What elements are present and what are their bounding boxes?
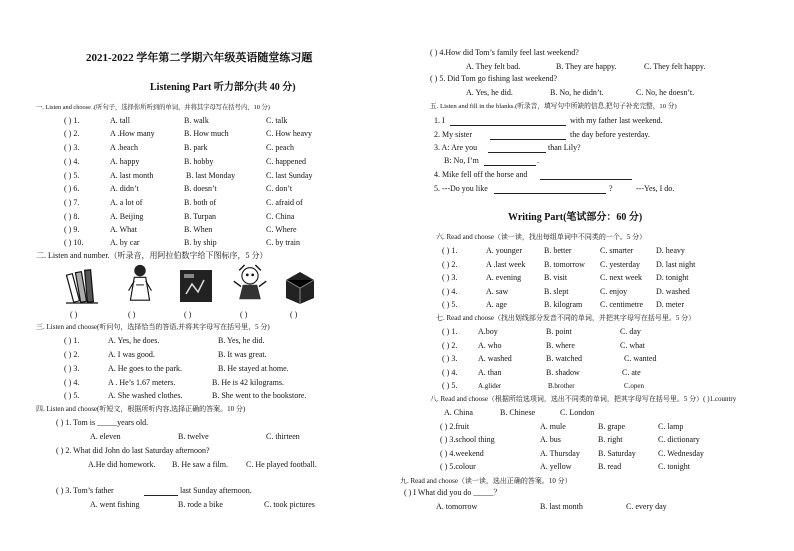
s8-opt-b: B. right	[598, 435, 623, 444]
s2-answer-blank[interactable]: ( )	[290, 310, 298, 319]
s4-question-5: ( ) 5. Did Tom go fishing last weekend?	[430, 74, 558, 83]
s5-blank-3[interactable]	[488, 143, 546, 153]
s3-opt-a: A. I was good.	[108, 350, 155, 359]
s3-opt-a: A. He goes to the park.	[108, 364, 182, 373]
s2-answer-blank[interactable]: ( )	[184, 310, 192, 319]
s8-opt-c: C. dictionary	[658, 435, 700, 444]
s1-opt-c: C. talk	[266, 116, 288, 125]
s4-q5-opt-b: B. No, he didn’t.	[550, 88, 604, 97]
s1-opt-b: B. park	[184, 143, 208, 152]
s7-opt-c: C. ate	[622, 368, 641, 377]
s6-opt-b: B. kilogram	[544, 300, 583, 309]
s9-question-1: ( ) I What did you do _____？	[404, 488, 502, 497]
s5-line-1: 1. I	[434, 116, 445, 125]
s5-line-3-end: than Lily?	[548, 143, 581, 152]
s8-q1-opt-b: B. Chinese	[500, 408, 536, 417]
box-picture	[282, 264, 318, 306]
s5-instruction: 五. Listen and fill in the blanks.(听录音，填写句中所缺的信息,把句子补充完整，10 分)	[430, 103, 677, 110]
s1-bracket[interactable]: ( ) 4.	[64, 157, 80, 166]
s3-opt-a: A. Yes, he does.	[108, 336, 160, 345]
s1-opt-a: A. by car	[110, 238, 140, 247]
s9-instruction: 九. Read and choose（读一读，选出正确的答案。10 分）	[400, 477, 572, 485]
s1-opt-b: B. How much	[184, 129, 229, 138]
s7-opt-b: B. shadow	[546, 368, 580, 377]
s4-question-3-end: last Sunday afternoon.	[180, 486, 252, 495]
s3-opt-b: B. Yes, he did.	[218, 336, 265, 345]
s6-opt-b: B. visit	[544, 273, 568, 282]
s1-opt-c: C. by train	[266, 238, 300, 247]
s7-opt-b: B. point	[546, 327, 572, 336]
s6-opt-b: B. better	[544, 246, 572, 255]
s2-answer-blank[interactable]: ( )	[70, 310, 78, 319]
s1-opt-b: B. last Monday	[186, 171, 236, 180]
s6-opt-c: C. smarter	[600, 246, 634, 255]
s8-opt-a: A. mule	[540, 422, 566, 431]
s4-q2-opt-b: B. He saw a film.	[172, 460, 228, 469]
s4-q4-opt-a: A. They felt bad.	[466, 62, 521, 71]
s1-opt-a: A .beach	[110, 143, 138, 152]
s7-opt-a: A.boy	[478, 327, 498, 336]
s6-opt-a: A. younger	[486, 246, 522, 255]
s7-instruction: 七. Read and choose（找出划线部分发音不同的单词，并把其字母写在括号里。5 分）	[436, 314, 696, 322]
s8-opt-a: A. bus	[540, 435, 561, 444]
s5-blank-2[interactable]	[490, 130, 566, 140]
s1-opt-c: C. peach	[266, 143, 294, 152]
s7-opt-b: B.brother	[548, 382, 575, 390]
s5-line-5: 5. ---Do you like	[434, 184, 488, 193]
s6-opt-d: D. last night	[656, 260, 696, 269]
s4-q5-opt-a: A. Yes, he did.	[466, 88, 513, 97]
s1-bracket[interactable]: ( ) 3.	[64, 143, 80, 152]
s6-opt-d: D. washed	[656, 287, 690, 296]
s3-bracket[interactable]: ( ) 4.	[64, 378, 80, 387]
s7-bracket[interactable]: ( ) 3.	[442, 354, 458, 363]
s7-opt-c: C.open	[624, 382, 645, 390]
s4-q1-opt-a: A. eleven	[90, 432, 121, 441]
s1-opt-a: A. tall	[110, 116, 130, 125]
s1-opt-c: C. don’t	[266, 184, 293, 193]
s8-opt-a: A. yellow	[540, 462, 572, 471]
s3-instruction: 三. Listen and choose(听问句，选择恰当的答语,并将其字母写在括号里，5 分)	[36, 323, 270, 331]
s1-opt-c: C. happened	[266, 157, 306, 166]
s5-line-3b-end: .	[537, 156, 539, 165]
s8-opt-c: C. Wednesday	[658, 449, 704, 458]
s2-answer-blank[interactable]: ( )	[128, 310, 136, 319]
s5-blank-4[interactable]	[484, 156, 536, 166]
s1-instruction: 一. Listen and choose .(听句子，选择你所听到的单词，并将其字母写在括号内，10 分)	[36, 104, 270, 111]
s5-line-1-end: with my father last weekend.	[570, 116, 663, 125]
s4-q3-opt-c: C. took pictures	[264, 500, 315, 509]
s8-opt-b: B. grape	[598, 422, 626, 431]
s6-bracket[interactable]: ( ) 1.	[442, 246, 458, 255]
s1-opt-c: C. afraid of	[266, 198, 303, 207]
s3-opt-a: A. She washed clothes.	[108, 391, 183, 400]
s1-bracket[interactable]: ( ) 1.	[64, 116, 80, 125]
s6-bracket[interactable]: ( ) 4.	[442, 287, 458, 296]
s3-opt-a: A . He’s 1.67 meters.	[108, 378, 176, 387]
s4-q3-blank[interactable]	[144, 486, 178, 496]
s1-opt-b: B. Turpan	[184, 212, 217, 221]
s1-opt-a: A. Beijing	[110, 212, 144, 221]
s8-opt-b: B. Saturday	[598, 449, 636, 458]
s8-opt-c: C. lamp	[658, 422, 684, 431]
s1-opt-b: B. both of	[184, 198, 217, 207]
s1-opt-a: A. didn’t	[110, 184, 139, 193]
girl-picture	[122, 262, 158, 304]
s4-instruction: 四. Listen and choose(听短文，根据所听内容,选择正确的答案。10 分)	[36, 405, 246, 413]
s5-line-2: 2. My sister	[434, 130, 472, 139]
s7-bracket[interactable]: ( ) 1.	[442, 327, 458, 336]
s7-opt-c: C. wanted	[624, 354, 657, 363]
s3-bracket[interactable]: ( ) 5.	[64, 391, 80, 400]
s3-opt-b: B. It was great.	[218, 350, 267, 359]
s3-opt-b: B. He stayed at home.	[218, 364, 289, 373]
s1-bracket[interactable]: ( ) 7.	[64, 198, 80, 207]
s6-opt-c: C. centimetre	[600, 300, 644, 309]
s3-bracket[interactable]: ( ) 1.	[64, 336, 80, 345]
s4-q5-opt-c: C. No, he doesn’t.	[636, 88, 695, 97]
s5-line-4: 4. Mike fell off the horse and	[434, 170, 528, 179]
writing-title: Writing Part(笔试部分：60 分)	[508, 212, 643, 223]
s6-opt-d: D. meter	[656, 300, 684, 309]
s6-opt-b: B. tomorrow	[544, 260, 585, 269]
s1-bracket[interactable]: ( ) 8.	[64, 212, 80, 221]
s5-line-5-q: ?	[609, 184, 613, 193]
s7-opt-a: A. washed	[478, 354, 512, 363]
s4-q3-opt-b: B. rode a bike	[178, 500, 223, 509]
s8-opt-a: A. Thursday	[540, 449, 580, 458]
s3-opt-b: B. She went to the bookstore.	[212, 391, 307, 400]
s7-opt-a: A. than	[478, 368, 502, 377]
s3-bracket[interactable]: ( ) 2.	[64, 350, 80, 359]
s4-q4-opt-b: B. They are happy.	[556, 62, 617, 71]
s1-opt-b: B. by ship	[184, 238, 217, 247]
s1-opt-b: B. When	[184, 225, 213, 234]
s4-q2-opt-a: A.He did homework.	[88, 460, 156, 469]
s9-q1-opt-c: C. every day	[626, 502, 667, 511]
s5-blank-1[interactable]	[450, 116, 566, 126]
s1-bracket[interactable]: ( ) 5.	[64, 171, 80, 180]
s4-q3-opt-a: A. went fishing	[90, 500, 140, 509]
s4-question-3: ( ) 3. Tom’s father	[56, 486, 114, 495]
s7-opt-c: C. day	[620, 327, 641, 336]
s7-opt-a: A. who	[478, 341, 502, 350]
s8-opt-b: B. read	[598, 462, 622, 471]
s6-opt-d: D. heavy	[656, 246, 685, 255]
s6-opt-a: A. evening	[486, 273, 522, 282]
s8-bracket[interactable]: ( ) 3.school thing	[440, 435, 495, 444]
s1-opt-c: C. Where	[266, 225, 297, 234]
s1-opt-a: A. What	[110, 225, 137, 234]
s6-opt-d: D. tonight	[656, 273, 689, 282]
s1-opt-b: B. walk	[184, 116, 209, 125]
s4-q4-opt-c: C. They felt happy.	[644, 62, 706, 71]
s6-opt-c: C. yesterday	[600, 260, 640, 269]
s6-instruction: 六. Read and choose（读一读，找出每组单词中不同类的一个。5 分）	[436, 233, 647, 241]
s4-question-1: ( ) 1. Tom is _____years old.	[56, 418, 149, 427]
s1-bracket[interactable]: ( ) 9.	[64, 225, 80, 234]
s7-bracket[interactable]: ( ) 2.	[442, 341, 458, 350]
s1-opt-b: B. doesn’t	[184, 184, 217, 193]
s6-bracket[interactable]: ( ) 3.	[442, 273, 458, 282]
s1-opt-c: C. How heavy	[266, 129, 312, 138]
s7-opt-a: A.glider	[478, 382, 502, 390]
s4-question-4: ( ) 4.How did Tom’s family feel last weekend?	[430, 48, 579, 57]
s8-q1-opt-c: C. London	[560, 408, 595, 417]
s8-q1-opt-a: A. China	[444, 408, 473, 417]
s5-line-3: 3. A: Are you	[434, 143, 478, 152]
s1-bracket[interactable]: ( ) 2.	[64, 129, 80, 138]
s7-opt-b: B. watched	[546, 354, 582, 363]
s7-opt-b: B. where	[546, 341, 575, 350]
s4-q2-opt-c: C. He played football.	[246, 460, 317, 469]
s1-bracket[interactable]: ( ) 10.	[64, 238, 84, 247]
s3-opt-b: B. He is 42 kilograms.	[212, 378, 284, 387]
s6-opt-a: A .last week	[486, 260, 526, 269]
s8-bracket[interactable]: ( ) 2.fruit	[440, 422, 470, 431]
s5-blank-5[interactable]	[540, 170, 632, 180]
s5-line-2-end: the day before yesterday.	[570, 130, 650, 139]
s8-instruction: 八. Read and choose（根据所给选项词，选出不同类的单词，把其字母写在括号里。5 分）( )1.country	[430, 395, 737, 403]
s6-opt-a: A. age	[486, 300, 507, 309]
s1-opt-b: B. hobby	[184, 157, 214, 166]
s4-q1-opt-b: B. twelve	[178, 432, 209, 441]
s9-q1-opt-a: A. tomorrow	[436, 502, 478, 511]
s6-opt-b: B. slept	[544, 287, 569, 296]
s7-bracket[interactable]: ( ) 5.	[442, 381, 458, 390]
s5-line-3b: B: No, I’m	[444, 156, 479, 165]
cartoon-character-picture	[232, 262, 268, 304]
s1-opt-a: A. a lot of	[110, 198, 143, 207]
s1-opt-c: C. China	[266, 212, 295, 221]
page-title: 2021-2022 学年第二学期六年级英语随堂练习题	[86, 52, 313, 64]
s1-opt-a: A .How many	[110, 129, 155, 138]
s6-opt-c: C. next week	[600, 273, 642, 282]
s5-blank-6[interactable]	[494, 184, 606, 194]
s6-bracket[interactable]: ( ) 5.	[442, 300, 458, 309]
s7-opt-c: C. what	[620, 341, 645, 350]
s1-opt-a: A. happy	[110, 157, 140, 166]
film-screen-picture	[178, 264, 214, 306]
s6-opt-a: A. saw	[486, 287, 509, 296]
s8-opt-c: C. tonight	[658, 462, 691, 471]
s1-opt-a: A. last month	[110, 171, 154, 180]
s4-question-2: ( ) 2. What did John do last Saturday afternoon?	[56, 446, 210, 455]
s5-line-5-answer: ---Yes, I do.	[636, 184, 675, 193]
s1-opt-c: C. last Sunday	[266, 171, 313, 180]
s8-bracket[interactable]: ( ) 4.weekend	[440, 449, 484, 458]
s2-instruction: 二. Listen and number.（听录音，用阿拉伯数字给下图标序，5 分）	[36, 251, 268, 260]
books-picture	[64, 264, 100, 306]
s2-answer-blank[interactable]: ( )	[240, 310, 248, 319]
s4-q1-opt-c: C. thirteen	[266, 432, 300, 441]
listening-title: Listening Part 听力部分(共 40 分)	[150, 82, 296, 93]
s6-bracket[interactable]: ( ) 2.	[442, 260, 458, 269]
s9-q1-opt-b: B. last month	[540, 502, 583, 511]
s3-bracket[interactable]: ( ) 3.	[64, 364, 80, 373]
s6-opt-c: C. enjoy	[600, 287, 628, 296]
s1-bracket[interactable]: ( ) 6.	[64, 184, 80, 193]
s8-bracket[interactable]: ( ) 5.colour	[440, 462, 476, 471]
s7-bracket[interactable]: ( ) 4.	[442, 368, 458, 377]
